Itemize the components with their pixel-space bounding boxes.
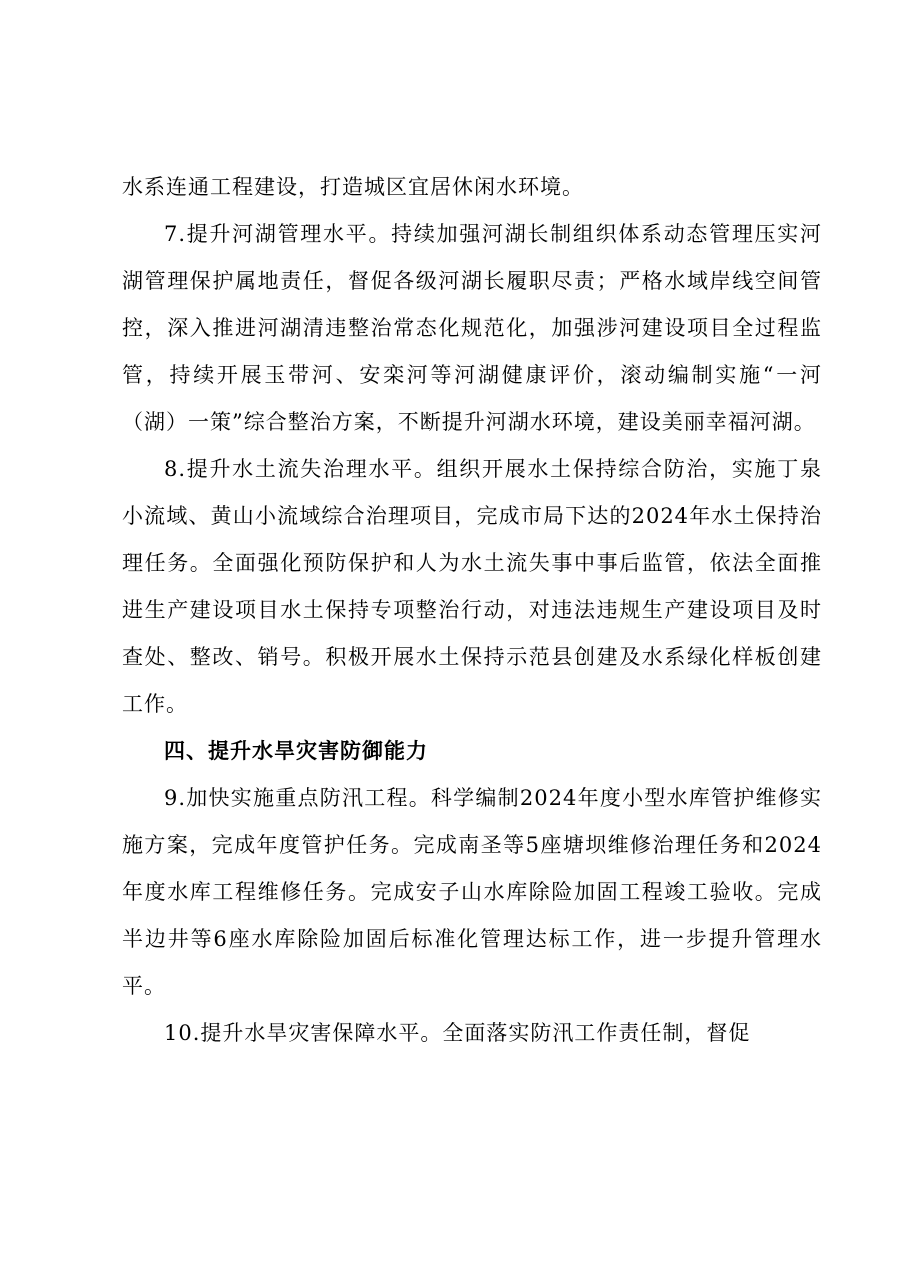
document-body bbox=[122, 164, 822, 1057]
paragraph-item-9: 9.加快实施重点防汛工程。科学编制2024年度小型水库管护维修实施方案，完成年度管护任务。完成南圣等5座塘坝维修治理任务和2024年度水库工程维修任务。完成安子山水库除险加固工程竣工验收。完成半边井等6座水库除险加固后标准化管理达标工作，进一步提升管理水平。 bbox=[122, 786, 822, 998]
paragraph-item-7: 7.提升河湖管理水平。持续加强河湖长制组织体系动态管理压实河湖管理保护属地责任，督促各级河湖长履职尽责；严格水域岸线空间管控，深入推进河湖清违整治常态化规范化，加强涉河建设项目全过程监管，持续开展玉带河、安栾河等河湖健康评价，滚动编制实施“一河（湖）一策”综合整治方案，不断提升河湖水环境，建设美丽幸福河湖。 bbox=[122, 222, 822, 434]
section-heading-4: 四、提升水旱灾害防御能力 bbox=[164, 739, 428, 763]
paragraph-item-10: 10.提升水旱灾害保障水平。全面落实防汛工作责任制，督促 bbox=[164, 1021, 751, 1045]
paragraph-continuation: 水系连通工程建设，打造城区宜居休闲水环境。 bbox=[122, 175, 584, 199]
paragraph-item-8: 8.提升水土流失治理水平。组织开展水土保持综合防治，实施丁泉小流域、黄山小流域综合治理项目，完成市局下达的2024年水土保持治理任务。全面强化预防保护和人为水土流失事中事后监管，依法全面推进生产建设项目水土保持专项整治行动，对违法违规生产建设项目及时查处、整改、销号。积极开展水土保持示范县创建及水系绿化样板创建工作。 bbox=[122, 457, 822, 716]
